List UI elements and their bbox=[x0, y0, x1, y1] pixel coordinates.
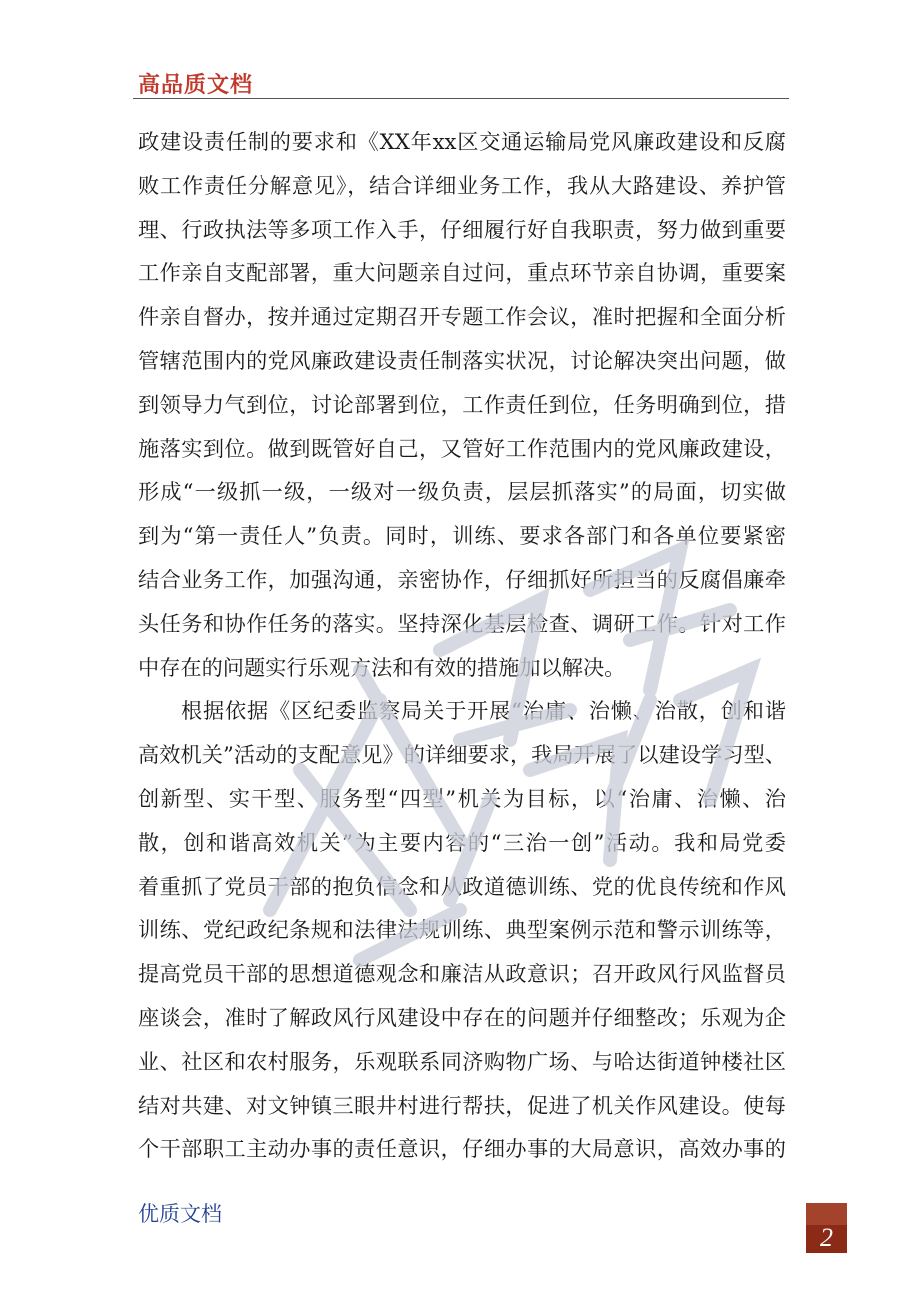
text-line: 个干部职工主动办事的责任意识，仔细办事的大局意识，高效办事的 bbox=[138, 1136, 786, 1162]
page-number: 2 bbox=[820, 1223, 833, 1252]
text-line: 座谈会，准时了解政风行风建设中存在的问题并仔细整改；乐观为企 bbox=[138, 1004, 786, 1030]
text-line: 工作亲自支配部署，重大问题亲自过问，重点环节亲自协调，重要案 bbox=[138, 260, 786, 286]
text-line: 训练、党纪政纪条规和法律法规训练、典型案例示范和警示训练等， bbox=[138, 917, 786, 943]
text-line: 提高党员干部的思想道德观念和廉洁从政意识；召开政风行风监督员 bbox=[138, 961, 786, 987]
text-line: 散，创和谐高效机关”为主要内容的“三治一创”活动。我和局党委 bbox=[138, 829, 786, 855]
document-body bbox=[138, 120, 786, 1171]
text-line: 败工作责任分解意见》，结合详细业务工作，我从大路建设、养护管 bbox=[138, 172, 786, 198]
page-header-title: 高品质文档 bbox=[138, 73, 254, 98]
text-line: 到为“第一责任人”负责。同时，训练、要求各部门和各单位要紧密 bbox=[138, 523, 786, 549]
text-line: 到领导力气到位，讨论部署到位，工作责任到位，任务明确到位，措 bbox=[138, 391, 786, 417]
page-footer-title: 优质文档 bbox=[138, 1202, 222, 1226]
header-divider bbox=[133, 98, 789, 99]
text-line: 管辖范围内的党风廉政建设责任制落实状况，讨论解决突出问题，做 bbox=[138, 347, 786, 373]
text-line: 业、社区和农村服务，乐观联系同济购物广场、与哈达街道钟楼社区 bbox=[138, 1048, 786, 1074]
text-line: 结合业务工作，加强沟通，亲密协作，仔细抓好所担当的反腐倡廉牵 bbox=[138, 566, 786, 592]
text-line: 理、行政执法等多项工作入手，仔细履行好自我职责，努力做到重要 bbox=[138, 216, 786, 242]
text-line: 政建设责任制的要求和《XX年xx区交通运输局党风廉政建设和反腐 bbox=[138, 129, 786, 154]
text-line: 形成“一级抓一级，一级对一级负责，层层抓落实”的局面，切实做 bbox=[138, 479, 786, 505]
text-line: 件亲自督办，按并通过定期召开专题工作会议，准时把握和全面分析 bbox=[138, 304, 786, 330]
text-line: 着重抓了党员干部的抱负信念和从政道德训练、党的优良传统和作风 bbox=[138, 873, 786, 899]
text-line: 创新型、实干型、服务型“四型”机关为目标，以“治庸、治懒、治 bbox=[138, 785, 786, 811]
text-line: 高效机关”活动的支配意见》的详细要求，我局开展了以建设学习型、 bbox=[138, 742, 786, 768]
text-line: 头任务和协作任务的落实。坚持深化基层检查、调研工作。针对工作 bbox=[138, 610, 786, 636]
text-line: 施落实到位。做到既管好自己，又管好工作范围内的党风廉政建设， bbox=[138, 435, 786, 461]
text-line: 根据依据《区纪委监察局关于开展“治庸、治懒、治散，创和谐 bbox=[181, 698, 786, 724]
text-line: 结对共建、对文钟镇三眼井村进行帮扶，促进了机关作风建设。使每 bbox=[138, 1092, 786, 1118]
page-number-badge bbox=[806, 1203, 847, 1253]
text-line: 中存在的问题实行乐观方法和有效的措施加以解决。 bbox=[138, 654, 626, 680]
